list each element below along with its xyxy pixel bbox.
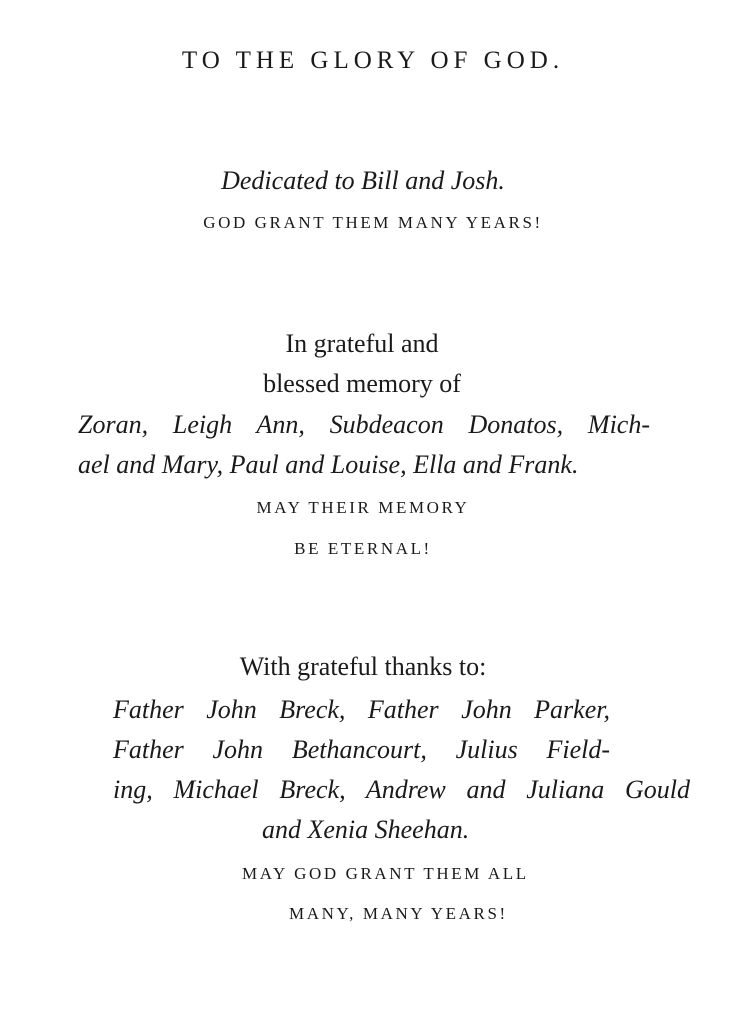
dedication-blessing: GOD GRANT THEM MANY YEARS! (203, 213, 543, 232)
thanks-intro: With grateful thanks to: (239, 652, 487, 681)
thanks-names-4: and Xenia Sheehan. (262, 815, 470, 844)
memory-names-1: Zoran, Leigh Ann, Subdeacon Donatos, Mich- (78, 410, 650, 439)
thanks-names-2: Father John Bethancourt, Julius Field- (113, 735, 610, 764)
thanks-names-3: ing, Michael Breck, Andrew and Juliana Gould (113, 775, 690, 804)
memory-intro-2: blessed memory of (263, 369, 461, 398)
memory-names-2: ael and Mary, Paul and Louise, Ella and Frank. (78, 450, 579, 479)
memory-intro-1: In grateful and (285, 329, 439, 358)
thanks-blessing-1: MAY GOD GRANT THEM ALL (242, 864, 529, 883)
memory-blessing-1: MAY THEIR MEMORY (256, 498, 470, 517)
memory-blessing-2: BE ETERNAL! (294, 539, 432, 558)
page-title: TO THE GLORY OF GOD. (181, 47, 565, 74)
thanks-blessing-2: MANY, MANY YEARS! (289, 904, 508, 923)
thanks-names-1: Father John Breck, Father John Parker, (113, 695, 610, 724)
dedication-line: Dedicated to Bill and Josh. (221, 166, 505, 195)
